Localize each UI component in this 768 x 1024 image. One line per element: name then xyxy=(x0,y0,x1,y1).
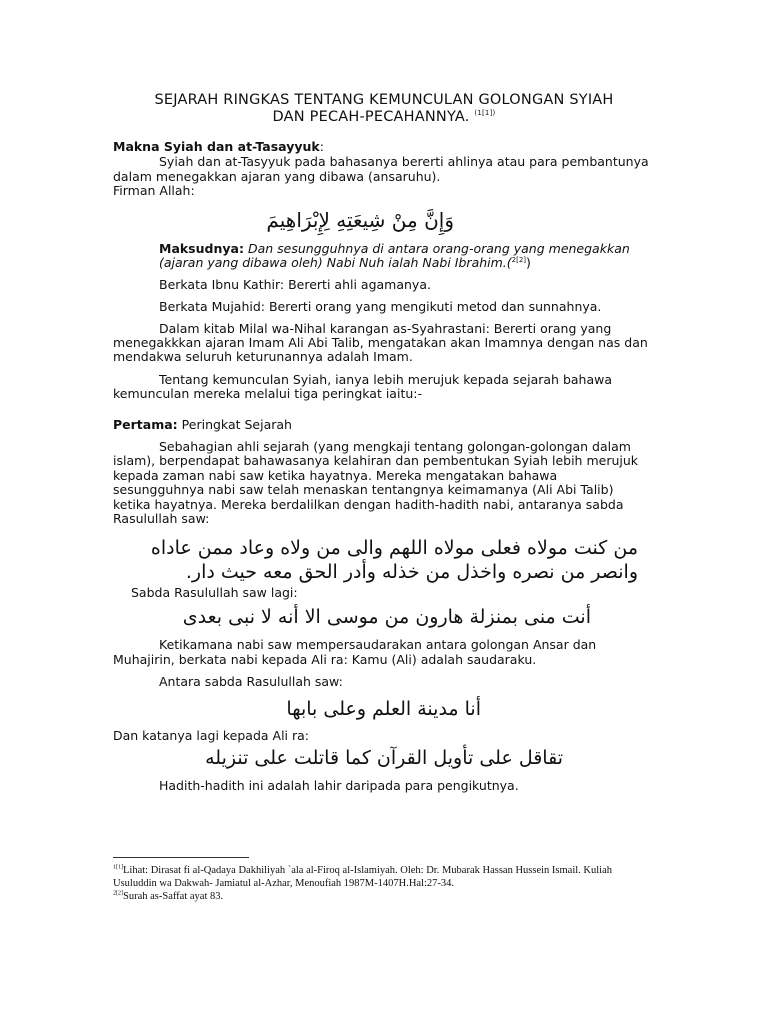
pertama-heading: Peringkat Sejarah xyxy=(181,417,292,432)
makna-p1-line2: dalam menegakkan ajaran yang dibawa (ansaruhu). xyxy=(113,169,441,184)
maksud-text-2: (ajaran yang dibawa oleh) Nabi Nuh ialah Nabi Ibrahim.( xyxy=(159,255,512,270)
pertama-p-line3: kepada zaman nabi saw ketika hayatnya. Mereka mengatakan bahawa xyxy=(113,468,558,483)
ketika-line2: Muhajirin, berkata nabi kepada Ali ra: Kamu (Ali) adalah saudaraku. xyxy=(113,652,537,667)
footnote-1-line2: Usuluddin wa Dakwah- Jamiatul al-Azhar, Menoufiah 1987M-1407H.Hal:27-34. xyxy=(113,878,455,889)
footnote-separator xyxy=(113,857,249,858)
title-footnote-ref[interactable]: (1[1]) xyxy=(474,109,496,118)
pertama-p-line4: sesungguhnya nabi saw telah menaskan tentangnya keimamanya (Ali Abi Talib) xyxy=(113,482,614,497)
antara-sabda: Antara sabda Rasulullah saw: xyxy=(159,674,343,689)
maksud-footnote-ref[interactable]: 2[2] xyxy=(511,255,527,264)
ibnu-kathir-line: Berkata Ibnu Kathir: Bererti ahli agamanya. xyxy=(159,277,431,292)
footnote-1-ref[interactable]: 1[1] xyxy=(113,864,123,871)
maksud-line1 xyxy=(159,241,630,256)
closing-line: Hadith-hadith ini adalah lahir daripada para pengikutnya. xyxy=(159,778,519,793)
page-title-line2-text: DAN PECAH-PECAHANNYA. xyxy=(272,109,470,125)
dan-katanya: Dan katanya lagi kepada Ali ra: xyxy=(113,728,310,743)
hadith3: أنا مدينة العلم وعلى بابها xyxy=(286,698,481,720)
ketika-line1: Ketikamana nabi saw mempersaudarakan antara golongan Ansar dan xyxy=(159,637,597,652)
hadith2: أنت منى بمنزلة هارون من موسى الا أنه لا نبى بعدى xyxy=(182,606,591,628)
section-heading-makna xyxy=(113,139,324,154)
makna-heading: Makna Syiah dan at-Tasayyuk xyxy=(113,139,320,154)
tentang-line2: kemunculan mereka melalui tiga peringkat iaitu:- xyxy=(113,386,422,401)
hadith4: تقاقل على تأويل القرآن كما قاتلت على تنزيله xyxy=(205,747,563,769)
maksud-close: ) xyxy=(526,255,531,270)
pertama-p-line1: Sebahagian ahli sejarah (yang mengkaji tentang golongan-golongan dalam xyxy=(159,439,631,454)
pertama-p-line5: ketika hayatnya. Mereka berdalilkan dengan hadith-hadith nabi, antaranya sabda xyxy=(113,497,624,512)
footnote-2 xyxy=(113,890,223,903)
milal-line1: Dalam kitab Milal wa-Nihal karangan as-Syahrastani: Bererti orang yang xyxy=(159,321,612,336)
page-title-line1: SEJARAH RINGKAS TENTANG KEMUNCULAN GOLONGAN SYIAH xyxy=(154,92,614,108)
quran-verse: وَإِنَّ مِنْ شِيعَتِهِ لِإِبْرَاهِيمَ xyxy=(266,208,454,232)
makna-colon: : xyxy=(319,139,324,154)
pertama-p-line6: Rasulullah saw: xyxy=(113,511,210,526)
mujahid-line: Berkata Mujahid: Bererti orang yang mengikuti metod dan sunnahnya. xyxy=(159,299,602,314)
sabda-lagi: Sabda Rasulullah saw lagi: xyxy=(131,585,298,600)
section-heading-pertama xyxy=(113,417,292,432)
page-title-line2 xyxy=(0,109,768,126)
hadith1-line2: وانصر من نصره واخذل من خذله وأدر الحق معه حيث دار. xyxy=(185,561,638,583)
maksud-label: Maksudnya: xyxy=(159,241,244,256)
makna-p1-line1: Syiah dan at-Tasyyuk pada bahasanya bererti ahlinya atau para pembantunya xyxy=(159,154,649,169)
milal-line2: menegakkkan ajaran Imam Ali Abi Talib, mengatakan akan Imamnya dengan nas dan xyxy=(113,335,648,350)
maksud-text-1: Dan sesungguhnya di antara orang-orang yang menegakkan xyxy=(247,241,630,256)
footnote-2-text: Surah as-Saffat ayat 83. xyxy=(123,891,224,902)
milal-line3: mendakwa seluruh keturunannya adalah Imam. xyxy=(113,349,413,364)
footnote-1-text: Lihat: Dirasat fi al-Qadaya Dakhiliyah `ala al-Firoq al-Islamiyah. Oleh: Dr. Mubarak Hassan Hussein Ismail. Kuliah xyxy=(123,865,612,876)
pertama-p-line2: islam), berpendapat bahawasanya kelahiran dan pembentukan Syiah lebih merujuk xyxy=(113,453,639,468)
footnote-1-line1 xyxy=(113,864,612,877)
hadith1-line1: من كنت مولاه فعلى مولاه اللهم والى من ولاه وعاد ممن عاداه xyxy=(150,537,638,559)
firman-allah: Firman Allah: xyxy=(113,183,195,198)
maksud-line2 xyxy=(159,255,531,270)
tentang-line1: Tentang kemunculan Syiah, ianya lebih merujuk kepada sejarah bahawa xyxy=(159,372,613,387)
pertama-label: Pertama: xyxy=(113,417,178,432)
footnote-2-ref[interactable]: 2[2] xyxy=(113,890,123,897)
